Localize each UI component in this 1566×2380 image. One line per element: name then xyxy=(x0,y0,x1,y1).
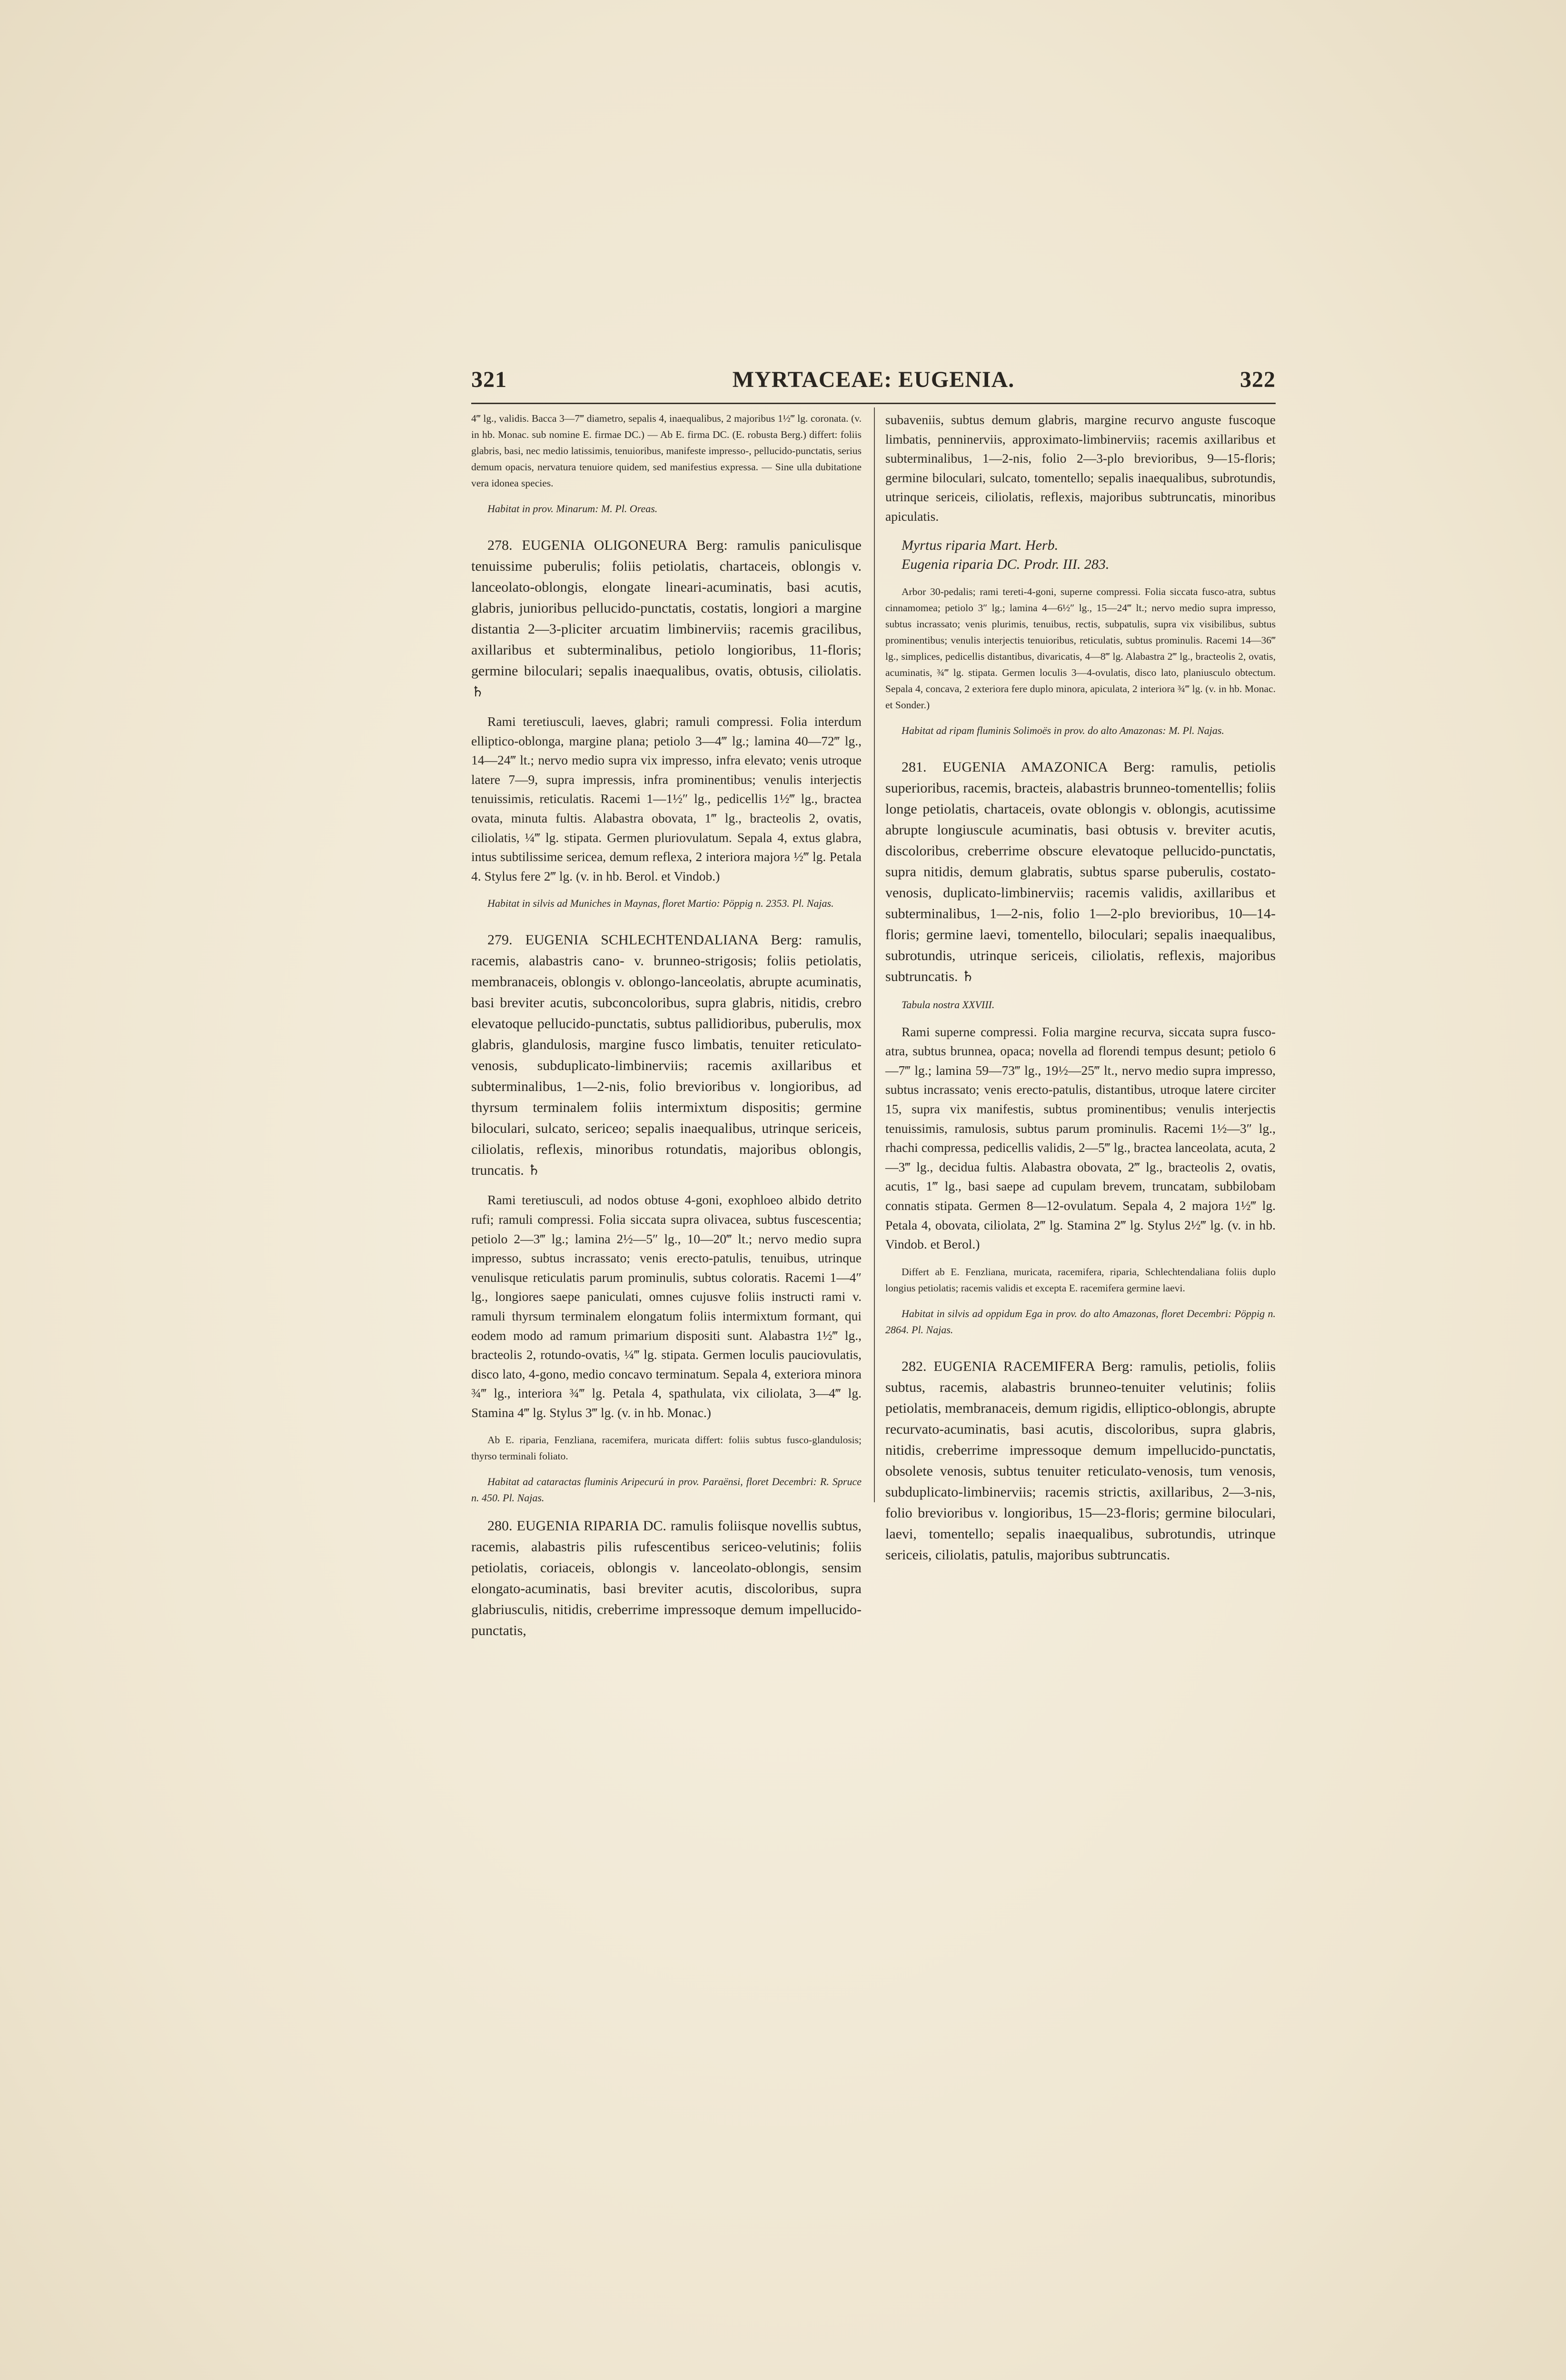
right-column-paragraph: Rami superne compressi. Folia margine recurva, siccata supra fusco-atra, subtus brunnea, opaca; novella ad florendi tempus desunt; petiolo 6—7‴ lg.; lamina 59—73‴ lg., 19½—25‴ lt., nervo medio supra impresso, subtus incrassato; venis erecto-patulis, distantibus, utroque latere circiter 15, supra vix manifestis, subtus prominentibus; venulis interjectis tenuissimis, ramulosis, subtus parum prominulis. Racemi 1½—3″ lg., rhachi compressa, pedicellis validis, 2—5‴ lg., bractea lanceolata, acuta, 2—3‴ lg., decidua fultis. Alabastra obovata, 2‴ lg., bracteolis 2, ovatis, acutis, 1‴ lg., basi saepe ad cupulam brevem, truncatam, subbilobam connatis stipata. Germen 8—12-ovulatum. Sepala 4, 2 majora 1½‴ lg. Petala 4, obovata, ciliolata, 2‴ lg. Stamina 2‴ lg. Stylus 2½‴ lg. (v. in hb. Vindob. et Berol.) xyxy=(885,1024,1276,1252)
right-column-paragraph: 282. EUGENIA RACEMIFERA Berg: ramulis, petiolis, foliis subtus, racemis, alabastris brunneo-tenuiter velutinis; foliis petiolatis, membranaceis, demum rigidis, elliptico-oblongis, abrupte recurvato-acuminatis, basi acutis, discoloribus, supra glabris, nitidis, creberrime impressoque demum impellucido-punctatis, obsolete venosis, subtus tenuiter reticulato-venosis, tum venosis, subduplicato-limbinerviis; racemis strictis, axillaribus, 2—3-nis, folio brevioribus v. longioribus, 15—23-floris; germine biloculari, laevi, tomentello; sepalis inaequalibus, subrotundis, utrinque sericeis, ciliolatis, patulis, majoribus subtruncatis. xyxy=(885,1358,1276,1563)
left-column-paragraph: Ab E. riparia, Fenzliana, racemifera, muricata differt: foliis subtus fusco-glandulosis; thyrso terminali foliato. xyxy=(471,1434,862,1462)
left-column-paragraph: 4‴ lg., validis. Bacca 3—7‴ diametro, sepalis 4, inaequalibus, 2 majoribus 1½‴ lg. coronata. (v. in hb. Monac. sub nomine E. firmae DC.) — Ab E. firma DC. (E. robusta Berg.) differt: foliis glabris, basi, nec medio latissimis, tenuioribus, manifeste impresso-, pellucido-punctatis, serius demum opacis, nervatura tenuiore quidem, sed manifestius expressa. — Sine ulla dubitatione vera idonea species. xyxy=(471,413,862,489)
right-column xyxy=(885,410,1276,1566)
left-column-paragraph: 279. EUGENIA SCHLECHTENDALIANA Berg: ramulis, racemis, alabastris cano- v. brunneo-strigosis; foliis petiolatis, membranaceis, oblongis v. oblongo-lanceolatis, abrupte acuminatis, basi breviter acutis, subconcoloribus, supra glabris, nitidis, crebro elevatoque pellucido-punctatis, subtus pallidioribus, puberulis, mox glabris, glandulosis, margine fusco limbatis, tenuiter reticulato-venosis, subduplicato-limbinerviis; racemis axillaribus et subterminalibus, 1—2-nis, folio brevioribus v. longioribus, ad thyrsum terminalem foliis intermixtum dispositis; germine biloculari, sulcato, sericeo; sepalis inaequalibus, utrinque sericeis, ciliolatis, reflexis, minoribus rotundatis, majoribus oblongis, truncatis. ♄ xyxy=(471,932,862,1179)
left-column-paragraph: Rami teretiusculi, ad nodos obtuse 4-goni, exophloeo albido detrito rufi; ramuli compressi. Folia siccata supra olivacea, subtus fuscescentia; petiolo 2—3‴ lg.; lamina 2½—5″ lg., 10—20‴ lt.; nervo medio supra impresso, subtus incrassato; venis erecto-patulis, tenuibus, utrinque venulisque reticulatis parum prominulis, subtus coloratis. Racemi 1—4″ lg., longiores saepe paniculati, omnes cujusve foliis instructi rami v. ramuli thyrsum terminalem elongatum foliis intermixtum formant, qui eodem modo ad ramum primarium dispositi sunt. Alabastra 1½‴ lg., bracteolis 2, rotundo-ovatis, ¼‴ lg. stipata. Germen loculis pauciovulatis, disco lato, 4-gono, medio concavo terminatum. Sepala 4, exteriora minora ¾‴ lg., interiora ¾‴ lg. Petala 4, spathulata, vix ciliolata, 3—4‴ lg. Stamina 4‴ lg. Stylus 3‴ lg. (v. in hb. Monac.) xyxy=(471,1192,862,1420)
right-column-paragraph: Eugenia riparia DC. Prodr. III. 283. xyxy=(902,556,1110,572)
left-column-paragraph: Rami teretiusculi, laeves, glabri; ramuli compressi. Folia interdum elliptico-oblonga, margine plana; petiolo 3—4‴ lg.; lamina 40—72‴ lg., 14—24‴ lt.; nervo medio supra vix impresso, infra elevato; venis utroque latere 7—9, supra impressis, infra prominentibus; venulis interjectis tenuissimis, reticulatis. Racemi 1—1½″ lg., pedicellis 1½‴ lg., bractea ovata, minuta fultis. Alabastra obovata, 1‴ lg., bracteolis 2, ovatis, ciliolatis, ¼‴ lg. stipata. Germen pluriovulatum. Sepala 4, extus glabra, intus subtilissime sericea, demum reflexa, 2 interiora majora ½‴ lg. Petala 4. Stylus fere 2‴ lg. (v. in hb. Berol. et Vindob.) xyxy=(471,714,862,883)
right-column-paragraph: Myrtus riparia Mart. Herb. xyxy=(902,537,1059,553)
left-column-paragraph: 278. EUGENIA OLIGONEURA Berg: ramulis paniculisque tenuissime puberulis; foliis petiolatis, chartaceis, oblongis v. lanceolato-oblongis, elongate lineari-acuminatis, basi acutis, glabris, junioribus pellucido-punctatis, costatis, longiori a margine distantia 2—3-pliciter arcuatim limbinerviis; racemis gracilibus, axillaribus et subterminalibus, petiolo longioribus, 11-floris; germine biloculari; sepalis inaequalibus, ovatis, obtusis, ciliolatis. ♄ xyxy=(471,537,862,700)
left-column xyxy=(471,410,862,1641)
left-column-paragraph: Habitat in silvis ad Muniches in Maynas, floret Martio: Pöppig n. 2353. Pl. Najas. xyxy=(487,897,834,910)
right-column-paragraph: subaveniis, subtus demum glabris, margine recurvo anguste fuscoque limbatis, penninerviis, approximato-limbinerviis; racemis axillaribus et subterminalibus, 1—2-nis, folio 2—3-plo brevioribus, 9—15-floris; germine biloculari, sulcato, tomentello; sepalis inaequalibus, subrotundis, utrinque sericeis, ciliolatis, reflexis, majoribus subtruncatis, minoribus apiculatis. xyxy=(885,412,1276,524)
right-column-paragraph: Differt ab E. Fenzliana, muricata, racemifera, riparia, Schlechtendaliana foliis duplo longius petiolatis; racemis validis et excepta E. racemifera germine laevi. xyxy=(885,1266,1276,1294)
column-separator xyxy=(874,407,875,1502)
page-number-left: 321 xyxy=(471,367,507,392)
right-column-paragraph: Arbor 30-pedalis; rami tereti-4-goni, superne compressi. Folia siccata fusco-atra, subtus cinnamomea; petiolo 3″ lg.; lamina 4—6½″ lg., 15—24‴ lt.; nervo medio supra impresso, subtus incrassato; venis plurimis, tenuibus, rectis, subpatulis, supra vix visibilibus, subtus prominentibus; venulis interjectis tenuioribus, reticulatis, subtus prominulis. Racemi 14—36‴ lg., simplices, pedicellis distantibus, divaricatis, 4—8‴ lg. Alabastra 2‴ lg., bracteolis 2, ovatis, acuminatis, ¾‴ lg. stipata. Germen loculis 3—4-ovulatis, disco lato, planiusculo obtectum. Sepala 4, concava, 2 exteriora fere duplo minora, apiculata, 2 interiora ¾‴ lg. (v. in hb. Monac. et Sonder.) xyxy=(885,585,1276,711)
header-rule xyxy=(471,403,1276,404)
left-column-paragraph: Habitat in prov. Minarum: M. Pl. Oreas. xyxy=(487,503,658,515)
page-header xyxy=(471,367,1276,400)
left-column-paragraph: Habitat ad cataractas fluminis Aripecurú in prov. Paraënsi, floret Decembri: R. Spruce n. 450. Pl. Najas. xyxy=(471,1476,862,1504)
running-title: MYRTACEAE: EUGENIA. xyxy=(732,367,1015,392)
page-number-right: 322 xyxy=(1240,367,1276,392)
right-column-paragraph: Habitat ad ripam fluminis Solimoës in prov. do alto Amazonas: M. Pl. Najas. xyxy=(902,724,1224,736)
left-column-paragraph: 280. EUGENIA RIPARIA DC. ramulis foliisque novellis subtus, racemis, alabastris pilis rufescentibus sericeo-velutinis; foliis petiolatis, coriaceis, oblongis v. lanceolato-oblongis, sensim elongato-acuminatis, basi breviter acutis, discoloribus, supra glabriusculis, nitidis, creberrime impressoque demum impellucido-punctatis, xyxy=(471,1518,862,1639)
right-column-paragraph: Habitat in silvis ad oppidum Ega in prov. do alto Amazonas, floret Decembri: Pöppig n. 2864. Pl. Najas. xyxy=(885,1307,1276,1336)
right-column-paragraph: Tabula nostra XXVIII. xyxy=(902,998,995,1011)
right-column-paragraph: 281. EUGENIA AMAZONICA Berg: ramulis, petiolis superioribus, racemis, bracteis, alabastris brunneo-tomentellis; foliis longe petiolatis, chartaceis, ovate oblongis v. oblongis, acutissime abrupte longiuscule acuminatis, basi obtusis v. breviter acutis, discoloribus, creberrime obscure elevatoque pellucido-punctatis, supra nitidis, demum glabratis, subtus sparse puberulis, costato-venosis, duplicato-limbinerviis; racemis validis, axillaribus et subterminalibus, 1—2-nis, folio 1—2-plo brevioribus, 10—14-floris; germine laevi, tomentello, biloculari; sepalis inaequalibus, subrotundis, utrinque sericeis, ciliolatis, reflexis, majoribus subtruncatis. ♄ xyxy=(885,759,1276,984)
